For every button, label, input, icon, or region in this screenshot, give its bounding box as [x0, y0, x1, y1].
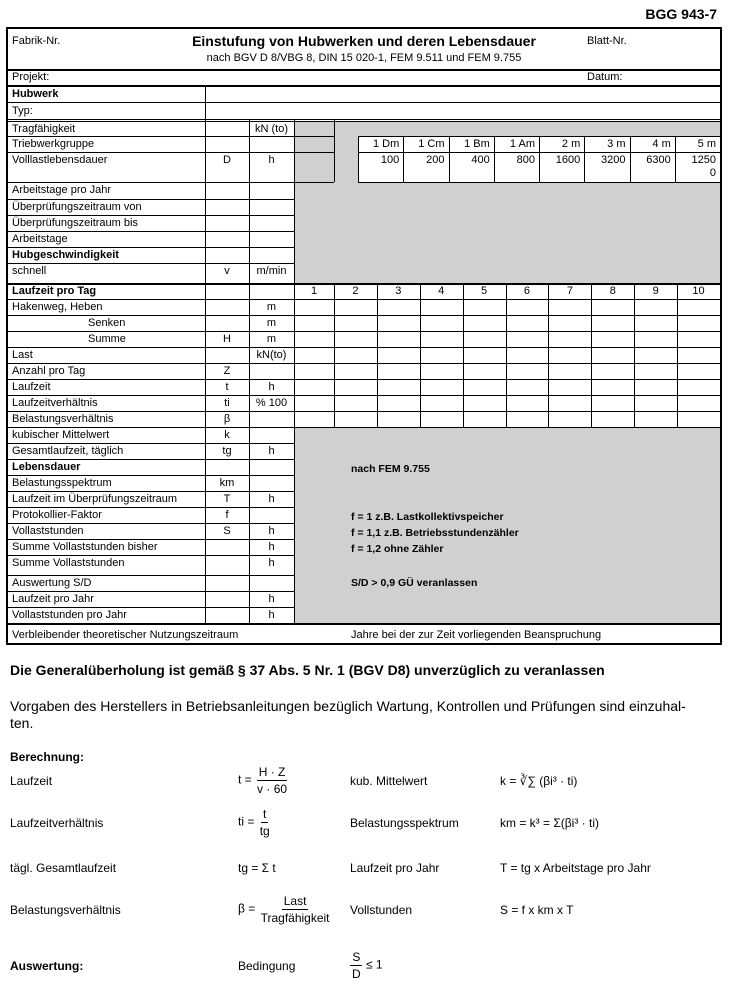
- row-symbol: S: [223, 525, 231, 537]
- column-number: 7: [566, 285, 573, 297]
- group-label: 2 m: [561, 138, 581, 150]
- form-title: Einstufung von Hubwerken und deren Lebensdauer: [192, 33, 536, 49]
- row-unit: m: [266, 301, 277, 313]
- lifetime-value: 800: [516, 154, 535, 166]
- calc-lzv-label: Laufzeitverhältnis: [10, 816, 104, 830]
- row-label: Senken: [88, 317, 126, 329]
- row-label: Arbeitstage pro Jahr: [12, 184, 112, 196]
- formula-denominator: Tragfähigkeit: [260, 911, 330, 925]
- grid-line: [358, 152, 720, 153]
- formula-lhs: β =: [238, 901, 256, 916]
- grid-line: [294, 283, 295, 623]
- row-label: Laufzeit im Überprüfungszeitraum: [12, 493, 178, 505]
- grid-line: [8, 507, 294, 508]
- grid-line: [358, 136, 720, 137]
- row-label: Belastungsspektrum: [12, 477, 112, 489]
- grid-line: [8, 102, 720, 103]
- grid-line: [8, 199, 294, 200]
- row-label: schnell: [12, 265, 47, 277]
- row-label: Triebwerkgruppe: [12, 138, 95, 150]
- grid-line: [205, 283, 206, 623]
- grid-line: [8, 299, 720, 300]
- row-label: Protokollier-Faktor: [12, 509, 102, 521]
- column-number: 2: [352, 285, 359, 297]
- row-unit: h: [268, 381, 275, 393]
- row-label: Hubgeschwindigkeit: [12, 249, 119, 261]
- fabrik-label: Fabrik-Nr.: [12, 35, 61, 47]
- column-number: 10: [692, 285, 705, 297]
- grid-line: [205, 85, 206, 119]
- row-label: Auswertung S/D: [12, 577, 92, 589]
- manufacturer-note-line2: ten.: [10, 715, 34, 731]
- calc-vs-formula: S = f x km x T: [500, 903, 574, 917]
- calc-bsp-label: Belastungsspektrum: [350, 816, 459, 830]
- row-label: Anzahl pro Tag: [12, 365, 86, 377]
- grid-line: [720, 283, 721, 427]
- grid-line: [8, 523, 294, 524]
- row-label: Hakenweg, Heben: [12, 301, 103, 313]
- remaining-usage-label: Verbleibender theoretischer Nutzungszeitraum: [12, 629, 239, 641]
- grid-line: [8, 539, 294, 540]
- grid-line: [8, 575, 294, 576]
- grid-line: [249, 283, 250, 623]
- calc-lpj-formula: T = tg x Arbeitstage pro Jahr: [500, 861, 651, 875]
- calc-kub-formula: k = ∛∑ (βi³ · ti): [500, 774, 578, 788]
- formula-numerator: S: [352, 950, 361, 964]
- row-symbol: tg: [222, 445, 232, 457]
- grid-line: [677, 283, 678, 427]
- projekt-label: Projekt:: [12, 71, 50, 83]
- grid-line: [8, 379, 720, 380]
- row-label: Vollaststunden pro Jahr: [12, 609, 127, 621]
- grid-line: [8, 443, 294, 444]
- grid-line: [358, 136, 359, 182]
- grid-line: [8, 182, 334, 183]
- grid-line: [630, 136, 631, 182]
- group-label: 4 m: [652, 138, 671, 150]
- group-label: 3 m: [607, 138, 626, 150]
- grid-line: [584, 136, 585, 182]
- grid-line: [249, 119, 250, 283]
- grid-line: [634, 283, 635, 427]
- grid-line: [8, 623, 720, 625]
- formula-fraction: [350, 949, 363, 982]
- row-symbol: T: [223, 493, 231, 505]
- column-number: 1: [310, 285, 318, 297]
- grid-line: [494, 136, 495, 182]
- row-label: Überprüfungszeitraum von: [12, 201, 142, 213]
- calc-laufzeit-formula: [238, 764, 289, 797]
- row-label: Summe Vollaststunden bisher: [12, 541, 158, 553]
- column-number: 9: [652, 285, 659, 297]
- grid-line: [8, 427, 720, 428]
- row-symbol: k: [224, 429, 230, 441]
- grid-line: [403, 136, 404, 182]
- grid-line: [591, 283, 592, 427]
- blatt-label: Blatt-Nr.: [587, 35, 627, 47]
- grid-line: [420, 283, 421, 427]
- lifetime-value: 1600: [555, 154, 581, 166]
- formula-lhs: t =: [238, 772, 252, 787]
- calc-bsp-formula: km = k³ = Σ(βi³ · ti): [500, 816, 599, 830]
- formula-numerator: Last: [283, 894, 307, 908]
- row-unit: h: [268, 557, 275, 569]
- grid-line: [8, 491, 294, 492]
- row-unit: h: [268, 541, 275, 553]
- column-number: 8: [609, 285, 616, 297]
- row-label: Laufzeit: [12, 381, 51, 393]
- calc-bv-formula: [238, 893, 332, 926]
- column-number: 6: [523, 285, 531, 297]
- row-symbol: v: [224, 265, 230, 277]
- grid-line: [358, 182, 720, 183]
- row-unit: kN (to): [255, 123, 288, 135]
- datum-label: Datum:: [587, 71, 623, 83]
- grid-line: [8, 85, 720, 87]
- formula-fraction: [258, 806, 272, 839]
- lifetime-value: 200: [426, 154, 445, 166]
- note-sd: S/D > 0,9 GÜ veranlassen: [351, 577, 478, 589]
- grid-line: [8, 136, 334, 137]
- row-unit: m/min: [256, 265, 287, 277]
- grid-line: [8, 459, 294, 460]
- grid-line: [8, 363, 720, 364]
- note-f12: f = 1,2 ohne Zähler: [351, 543, 444, 555]
- column-number: 4: [438, 285, 445, 297]
- grid-line: [8, 607, 294, 608]
- row-label: Arbeitstage: [12, 233, 68, 245]
- formula-fraction: [259, 893, 332, 926]
- column-number: 5: [481, 285, 488, 297]
- grid-line: [8, 263, 294, 264]
- manufacturer-note-line1: Vorgaben des Herstellers in Betriebsanleitungen bezüglich Wartung, Kontrollen und Prüfungen sind einzuhal-: [10, 698, 686, 714]
- grid-line: [8, 119, 720, 120]
- grid-line: [8, 555, 294, 556]
- row-symbol: D: [223, 154, 231, 166]
- row-label: Volllastlebensdauer: [12, 154, 108, 166]
- calc-vs-label: Vollstunden: [350, 903, 413, 917]
- grid-line: [8, 331, 720, 332]
- formula-fraction: [255, 764, 289, 797]
- grid-line: [548, 283, 549, 427]
- row-symbol: km: [219, 477, 235, 489]
- evaluation-condition-formula: [350, 949, 383, 982]
- grid-line: [8, 347, 720, 348]
- row-label: kubischer Mittelwert: [12, 429, 110, 441]
- row-label: Laufzeitverhältnis: [12, 397, 98, 409]
- row-unit: kN(to): [256, 349, 287, 361]
- row-unit: m: [266, 317, 277, 329]
- row-label: Belastungsverhältnis: [12, 413, 114, 425]
- shaded-area-bottom: [294, 427, 720, 623]
- lifetime-value: 100: [380, 154, 400, 166]
- group-label: 1 Bm: [464, 138, 490, 150]
- calc-lpj-label: Laufzeit pro Jahr: [350, 861, 440, 875]
- calc-laufzeit-label: Laufzeit: [10, 774, 53, 788]
- calc-bv-label: Belastungsverhältnis: [10, 903, 121, 917]
- grid-line: [8, 411, 720, 412]
- group-label: 1 Cm: [418, 138, 445, 150]
- row-symbol: H: [223, 333, 231, 345]
- formula-denominator: D: [352, 967, 361, 981]
- row-label: Lebensdauer: [12, 461, 81, 473]
- lifetime-value: 6300: [646, 154, 671, 166]
- group-label: 1 Dm: [372, 138, 400, 150]
- row-label: Summe Vollaststunden: [12, 557, 125, 569]
- calc-tgl-formula: tg = Σ t: [238, 861, 276, 875]
- hubwerk-title: Hubwerk: [12, 88, 59, 100]
- grid-line: [8, 231, 294, 232]
- note-f11: f = 1,1 z.B. Betriebsstundenzähler: [351, 527, 519, 539]
- group-label: 1 Am: [509, 138, 535, 150]
- calculation-title: Berechnung:: [10, 750, 85, 764]
- row-unit: m: [266, 333, 277, 345]
- laufzeit-title: Laufzeit pro Tag: [12, 285, 97, 297]
- row-symbol: β: [223, 413, 231, 425]
- row-label: Last: [12, 349, 33, 361]
- grid-line: [8, 121, 720, 122]
- grid-line: [205, 119, 206, 283]
- grid-line: [463, 283, 464, 427]
- grid-line: [675, 136, 676, 182]
- grid-line: [334, 119, 335, 182]
- row-unit: h: [268, 593, 275, 605]
- row-unit: % 100: [255, 397, 288, 409]
- formula-numerator: H · Z: [258, 765, 286, 779]
- formula-lhs: ti =: [238, 814, 255, 829]
- grid-line: [8, 315, 720, 316]
- lifetime-value: 3200: [601, 154, 626, 166]
- formula-denominator: tg: [259, 824, 270, 838]
- row-symbol: Z: [223, 365, 231, 377]
- row-unit: h: [268, 525, 275, 537]
- row-label: Vollaststunden: [12, 525, 84, 537]
- group-label: 5 m: [697, 138, 716, 150]
- row-label: Überprüfungszeitraum bis: [12, 217, 138, 229]
- lifetime-value: 1250 0: [691, 154, 716, 179]
- document-id: BGG 943-7: [645, 6, 717, 22]
- row-label: Laufzeit pro Jahr: [12, 593, 94, 605]
- grid-line: [8, 475, 294, 476]
- grid-line: [377, 283, 378, 427]
- calc-lzv-formula: [238, 806, 272, 839]
- row-label: Summe: [88, 333, 126, 345]
- row-unit: h: [268, 154, 275, 166]
- form-subtitle: nach BGV D 8/VBG 8, DIN 15 020-1, FEM 9.511 und FEM 9.755: [206, 52, 522, 64]
- evaluation-title: Auswertung:: [10, 959, 84, 973]
- row-unit: h: [268, 609, 275, 621]
- row-label: Gesamtlaufzeit, täglich: [12, 445, 124, 457]
- grid-line: [506, 283, 507, 427]
- grid-line: [449, 136, 450, 182]
- row-symbol: t: [225, 381, 229, 393]
- row-label: Tragfähigkeit: [12, 123, 76, 135]
- formula-denominator: v · 60: [257, 782, 288, 796]
- formula-numerator: t: [263, 807, 267, 821]
- column-number: 3: [395, 285, 402, 297]
- lifetime-value: 400: [471, 154, 490, 166]
- grid-line: [294, 119, 295, 283]
- note-f1: f = 1 z.B. Lastkollektivspeicher: [351, 511, 504, 523]
- grid-line: [8, 591, 294, 592]
- calc-kub-label: kub. Mittelwert: [350, 774, 428, 788]
- evaluation-condition-label: Bedingung: [238, 959, 296, 973]
- grid-line: [8, 247, 294, 248]
- general-overhaul-note: Die Generalüberholung ist gemäß § 37 Abs. 5 Nr. 1 (BGV D8) unverzüglich zu veranlassen: [10, 662, 605, 678]
- note-fem: nach FEM 9.755: [351, 463, 430, 475]
- typ-label: Typ:: [12, 105, 33, 117]
- grid-line: [8, 152, 334, 153]
- grid-line: [539, 136, 540, 182]
- calc-tgl-label: tägl. Gesamtlaufzeit: [10, 861, 117, 875]
- grid-line: [334, 283, 335, 427]
- remaining-usage-unit: Jahre bei der zur Zeit vorliegenden Beanspruchung: [351, 629, 602, 641]
- grid-line: [8, 395, 720, 396]
- row-unit: h: [268, 445, 275, 457]
- classification-form: [6, 27, 722, 645]
- row-symbol: f: [225, 509, 229, 521]
- grid-line: [8, 215, 294, 216]
- row-unit: h: [268, 493, 275, 505]
- formula-relation: ≤ 1: [366, 957, 383, 972]
- row-symbol: ti: [224, 397, 230, 409]
